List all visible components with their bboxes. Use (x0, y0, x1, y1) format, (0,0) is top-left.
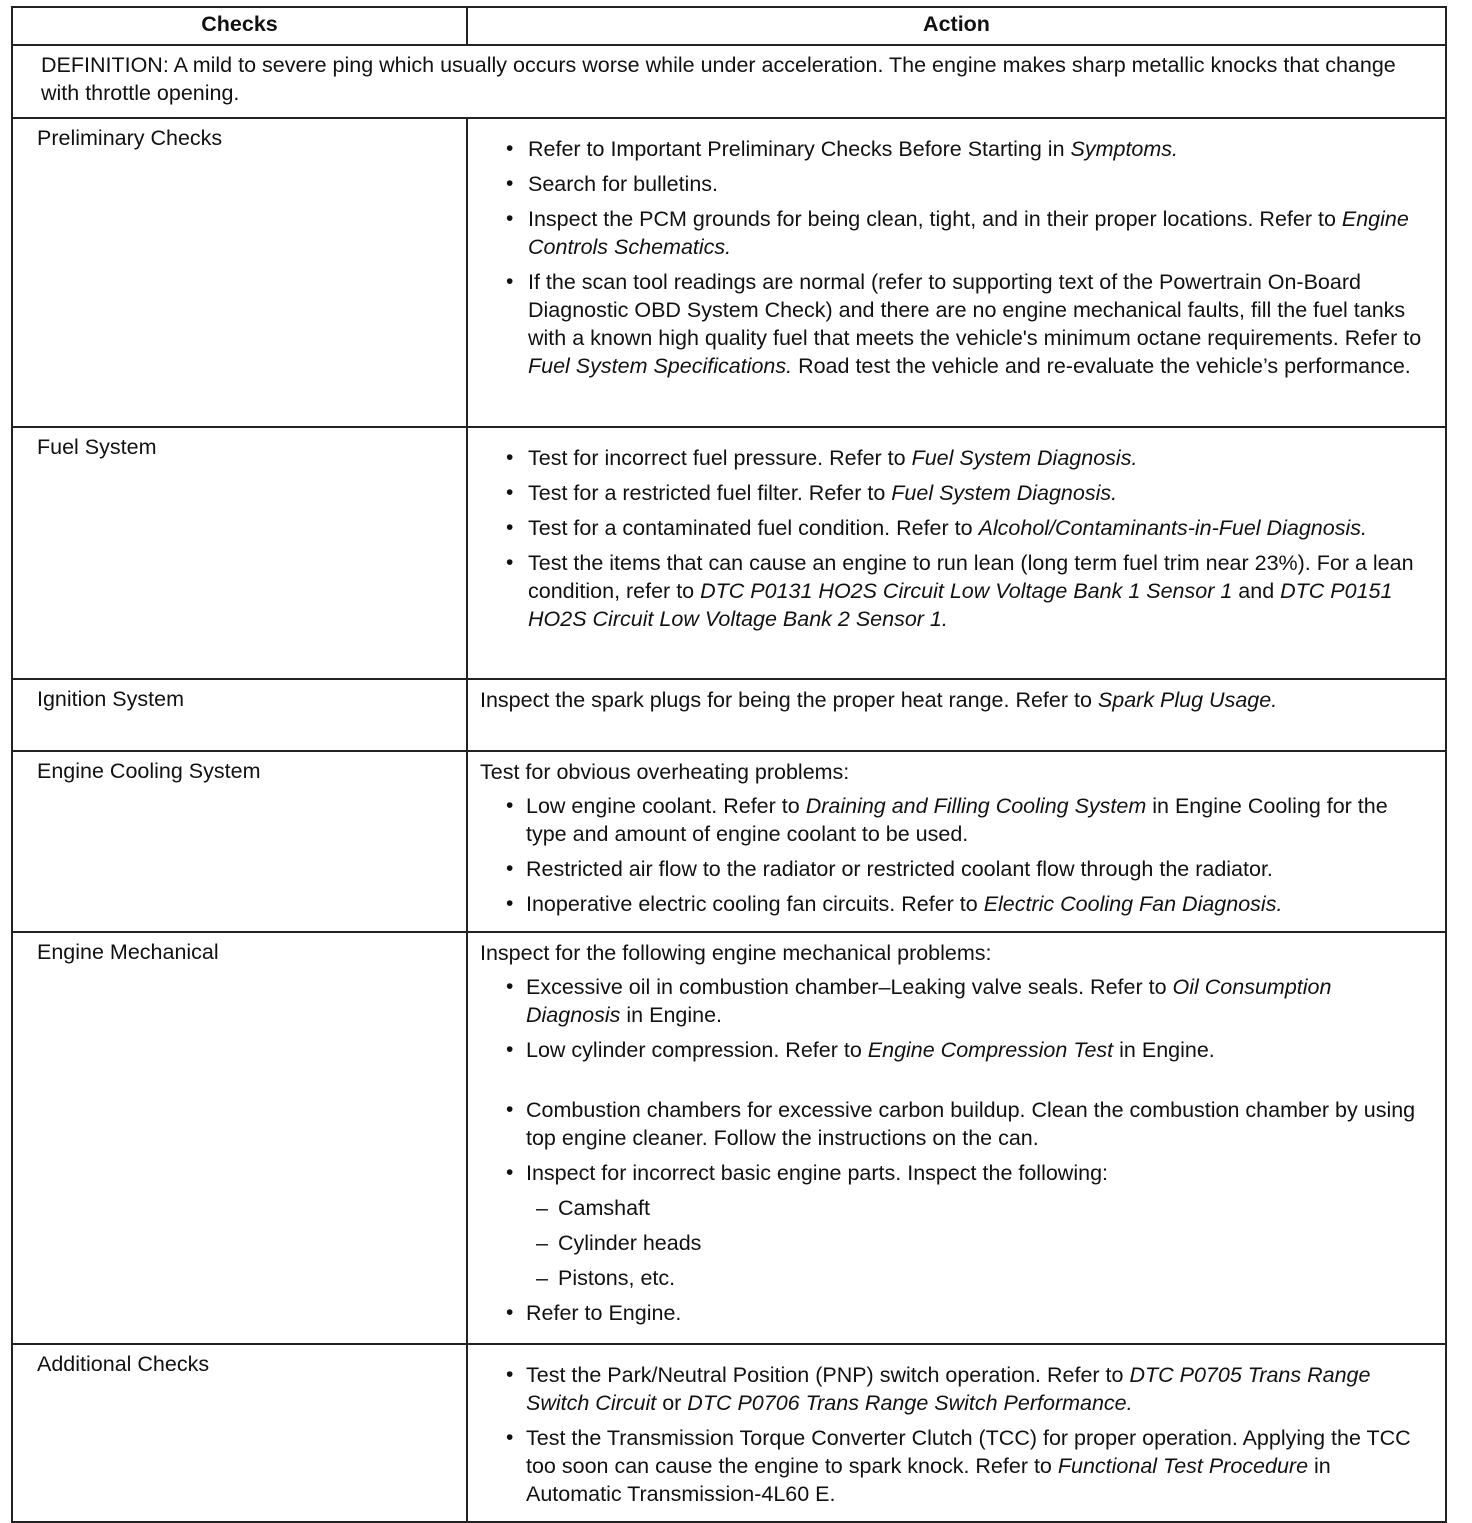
list-item (480, 973, 1425, 1029)
item-text: in Engine Cooling for the type and amount of engine coolant to be used. (526, 794, 1388, 846)
sub-list-item (480, 1194, 1425, 1222)
item-text: Refer to Important Preliminary Checks Before Starting in (528, 137, 1071, 161)
checks-header: Checks (12, 7, 467, 45)
item-reference: Engine Compression Test (867, 1038, 1114, 1062)
item-reference: Electric Cooling Fan Diagnosis. (983, 892, 1283, 916)
additional-checks-actions (467, 1344, 1446, 1522)
item-reference: Fuel System Diagnosis. (891, 481, 1118, 505)
bullet-icon: • (506, 794, 514, 817)
list-item (480, 1096, 1425, 1152)
item-text: Road test the vehicle and re-evaluate the vehicle’s performance. (792, 354, 1411, 378)
bullet-icon: • (506, 446, 514, 469)
bullet-icon: • (506, 1363, 514, 1386)
bullet-icon: • (506, 516, 514, 539)
item-text: Test for a contaminated fuel condition. Refer to (528, 516, 979, 540)
item-text: and (1232, 579, 1281, 603)
bullet-icon: • (506, 270, 514, 293)
item-reference: DTC P0705 Trans Range Switch Circuit (526, 1363, 1371, 1415)
bullet-icon: • (506, 481, 514, 504)
bullet-icon: • (506, 207, 514, 230)
list-item (480, 514, 1425, 542)
item-text: Test the Park/Neutral Position (PNP) switch operation. Refer to (526, 1363, 1130, 1387)
item-text: Test the Transmission Torque Converter Clutch (TCC) for proper operation. Applying the TCC too soon can cause the engine to spark knock. Refer to (526, 1426, 1411, 1478)
additional-checks-row (12, 1344, 1446, 1522)
list-item (480, 1424, 1425, 1508)
additional-checks-label: Additional Checks (12, 1344, 467, 1522)
bullet-icon: • (506, 1301, 514, 1324)
list-item (480, 1159, 1425, 1187)
ignition-system-actions (467, 679, 1446, 751)
item-text: in Engine. (1113, 1038, 1215, 1062)
item-text: Test the items that can cause an engine to run lean (long term fuel trim near 23%). For a lean condition, refer to (528, 551, 1414, 603)
fuel-system-actions (467, 427, 1446, 679)
engine-mechanical-label: Engine Mechanical (12, 932, 467, 1344)
item-reference: Draining and Filling Cooling System (805, 794, 1147, 818)
ignition-system-row (12, 679, 1446, 751)
bullet-icon: • (506, 1426, 514, 1449)
list-item (480, 890, 1425, 918)
engine-cooling-system-actions (467, 751, 1446, 932)
list-item (480, 479, 1425, 507)
engine-mechanical-actions (467, 932, 1446, 1344)
item-text: Excessive oil in combustion chamber–Leaking valve seals. Refer to (526, 975, 1173, 999)
item-text: or (656, 1391, 688, 1415)
item-text: Inspect the PCM grounds for being clean, tight, and in their proper locations. Refer to (528, 207, 1342, 231)
list-item (480, 792, 1425, 848)
item-text: Inoperative electric cooling fan circuits. Refer to (526, 892, 984, 916)
engine-cooling-system-label: Engine Cooling System (12, 751, 467, 932)
item-reference: Fuel System Diagnosis. (911, 446, 1138, 470)
list-item (480, 1036, 1425, 1064)
definition-row (12, 45, 1446, 118)
item-text: Inspect for incorrect basic engine parts. Inspect the following: (526, 1161, 1109, 1185)
item-text: Refer to Engine. (526, 1301, 682, 1325)
sub-list-item (480, 1264, 1425, 1292)
list-item (480, 268, 1425, 380)
cooling-intro: Test for obvious overheating problems: (480, 760, 850, 784)
action-header: Action (467, 7, 1446, 45)
bullet-icon: • (506, 975, 514, 998)
item-text: Combustion chambers for excessive carbon buildup. Clean the combustion chamber by using top engine cleaner. Follow the instructions on the can. (526, 1098, 1416, 1150)
list-item (480, 205, 1425, 261)
item-reference: DTC P0706 Trans Range Switch Performance. (687, 1391, 1133, 1415)
bullet-icon: • (506, 1161, 514, 1184)
list-item (480, 1361, 1425, 1417)
bullet-icon: • (506, 1098, 514, 1121)
item-text: If the scan tool readings are normal (refer to supporting text of the Powertrain On-Board Diagnostic OBD System Check) and there are no engine mechanical faults, fill the fuel tanks with a known high quality fuel that meets the vehicle's minimum octane requirements. Refer to (528, 270, 1422, 350)
engine-cooling-system-row (12, 751, 1446, 932)
item-reference: Symptoms. (1070, 137, 1179, 161)
bullet-icon: • (506, 137, 514, 160)
list-item (480, 855, 1425, 883)
item-text: Inspect the spark plugs for being the proper heat range. Refer to (480, 688, 1098, 712)
item-text: Test for a restricted fuel filter. Refer to (528, 481, 892, 505)
item-text: Cylinder heads (558, 1231, 702, 1255)
dash-icon: – (536, 1196, 548, 1220)
item-text: in Engine. (620, 1003, 723, 1027)
preliminary-checks-row (12, 118, 1446, 427)
item-text: in Automatic Transmission-4L60 E. (526, 1454, 1331, 1506)
fuel-system-label: Fuel System (12, 427, 467, 679)
list-item (480, 135, 1425, 163)
item-text: Search for bulletins. (528, 172, 719, 196)
item-reference: Engine Controls Schematics. (528, 207, 1409, 259)
bullet-icon: • (506, 1038, 514, 1061)
item-text: Test for incorrect fuel pressure. Refer to (528, 446, 912, 470)
header-row (12, 7, 1446, 45)
item-reference: DTC P0151 HO2S Circuit Low Voltage Bank 2 Sensor 1. (528, 579, 1393, 631)
item-reference: Spark Plug Usage. (1097, 688, 1278, 712)
dash-icon: – (536, 1266, 548, 1290)
item-reference: Alcohol/Contaminants-in-Fuel Diagnosis. (978, 516, 1367, 540)
mechanical-intro: Inspect for the following engine mechanical problems: (480, 941, 992, 965)
spark-knock-diagnostic-table (11, 6, 1447, 1523)
dash-icon: – (536, 1231, 548, 1255)
item-text: Restricted air flow to the radiator or restricted coolant flow through the radiator. (526, 857, 1273, 881)
fuel-system-row (12, 427, 1446, 679)
list-item (480, 549, 1425, 633)
bullet-icon: • (506, 892, 514, 915)
list-item (480, 170, 1425, 198)
item-reference: Oil Consumption Diagnosis (526, 975, 1332, 1027)
item-text: Camshaft (558, 1196, 651, 1220)
preliminary-checks-actions (467, 118, 1446, 427)
item-reference: Fuel System Specifications. (528, 354, 793, 378)
bullet-icon: • (506, 172, 514, 195)
bullet-icon: • (506, 857, 514, 880)
preliminary-checks-label: Preliminary Checks (12, 118, 467, 427)
sub-list-item (480, 1229, 1425, 1257)
item-text: Low engine coolant. Refer to (526, 794, 806, 818)
definition-text: DEFINITION: A mild to severe ping which usually occurs worse while under acceleration. The engine makes sharp metallic knocks that change with throttle opening. (12, 45, 1446, 118)
item-reference: Functional Test Procedure (1057, 1454, 1309, 1478)
item-reference: DTC P0131 HO2S Circuit Low Voltage Bank 1 Sensor 1 (700, 579, 1233, 603)
item-text: Low cylinder compression. Refer to (526, 1038, 868, 1062)
list-item (480, 1299, 1425, 1327)
ignition-system-label: Ignition System (12, 679, 467, 751)
engine-mechanical-row (12, 932, 1446, 1344)
list-item (480, 444, 1425, 472)
item-text: Pistons, etc. (558, 1266, 676, 1290)
bullet-icon: • (506, 551, 514, 574)
